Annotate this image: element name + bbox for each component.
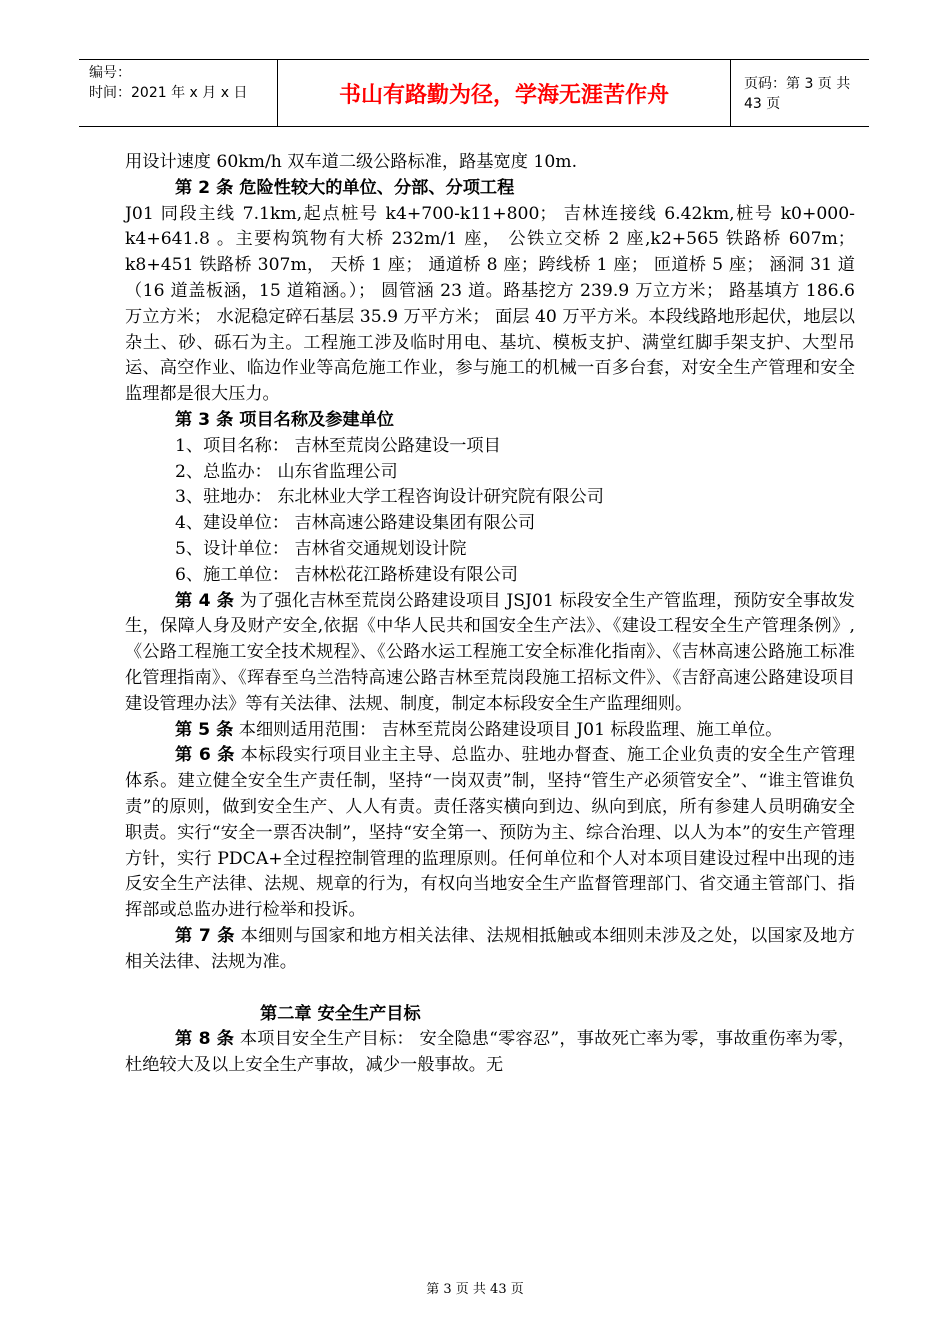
article-4-label: 第 4 条 [175, 590, 235, 611]
article-5-text: 本细则适用范围： 吉林至荒岗公路建设项目 J01 标段监理、施工单位。 [233, 719, 783, 740]
article-4-text: 为了强化吉林至荒岗公路建设项目 JSJ01 标段安全生产管监理，预防安全事故发生，保障人身及财产安全,依据《中华人民共和国安全生产法》、《建设工程安全生产管理条例》,《公路工程施工安全技术规程》、《公路水运工程施工安全标准化指南》、《吉林高速公路施工标准化管理指南》、《珲春至乌兰浩特高速公路吉林至荒岗段施工招标文件》、《吉舒高速公路建设项目建设管理办法》等有关法律、法规、制度，制定本标段安全生产监理细则。 [125, 590, 855, 714]
paragraph-intro: 用设计速度 60km/h 双车道二级公路标准，路基宽度 10m. [125, 152, 578, 172]
article-3-item-4: 4、建设单位： 吉林高速公路建设集团有限公司 [175, 513, 536, 534]
document-date-label: 时间：2021 年 x 月 x 日 [89, 85, 248, 101]
article-7 [125, 924, 855, 976]
article-7-text: 本细则与国家和地方相关法律、法规相抵触或本细则未涉及之处，以国家及地方相关法律、法规为准。 [125, 925, 855, 972]
article-8-label: 第 8 条 [175, 1029, 235, 1050]
article-3-title: 第 3 条 项目名称及参建单位 [175, 409, 394, 430]
article-6 [125, 743, 855, 924]
document-number-label: 编号： [89, 65, 131, 81]
document-body [125, 150, 855, 1079]
chapter-2-title: 第二章 安全生产目标 [260, 1003, 421, 1024]
article-3-item-5: 5、设计单位： 吉林省交通规划设计院 [175, 538, 467, 559]
page-header [79, 59, 869, 127]
article-7-label: 第 7 条 [175, 925, 235, 946]
page-footer: 第 3 页 共 43 页 [426, 1282, 524, 1297]
article-3-item-3: 3、驻地办： 东北林业大学工程咨询设计研究院有限公司 [175, 487, 604, 508]
header-page-label: 页码：第 3 页 共 43 页 [744, 76, 851, 112]
article-8-text: 本项目安全生产目标： 安全隐患“零容忍”，事故死亡率为零，事故重伤率为零，杜绝较大及以上安全生产事故，减少一般事故。无 [125, 1029, 855, 1076]
header-meta [79, 60, 278, 126]
article-4 [125, 589, 855, 718]
article-3-item-2: 2、总监办： 山东省监理公司 [175, 461, 398, 482]
article-5 [125, 718, 855, 744]
article-6-label: 第 6 条 [175, 745, 235, 766]
article-2-title: 第 2 条 危险性较大的单位、分部、分项工程 [175, 177, 515, 198]
article-5-label: 第 5 条 [175, 719, 234, 740]
article-3-item-6: 6、施工单位： 吉林松花江路桥建设有限公司 [175, 564, 518, 585]
header-motto: 书山有路勤为径，学海无涯苦作舟 [278, 60, 731, 126]
article-2-text: J01 同段主线 7.1km,起点桩号 k4+700-k11+800； 吉林连接线 6.42km,桩号 k0+000-k4+641.8 。主要构筑物有大桥 232m/1 座， 公铁立交桥 2 座,k2+565 铁路桥 607m； k8+451 铁路桥 307m， 天桥 1 座； 通道桥 8 座；跨线桥 1 座； 匝道桥 5 座； 涵洞 31 道（16 道盖板涵，15 道箱涵。）； 圆管涵 23 道。路基挖方 239.9 万立方米； 路基填方 186.6 万立方米； 水泥稳定碎石基层 35.9 万平方米； 面层 40 万平方米。本段线路地形起伏，地层以杂土、砂、砾石为主。工程施工涉及临时用电、基坑、模板支护、满堂红脚手架支护、大型吊运、高空作业、临边作业等高危施工作业，参与施工的机械一百多台套，对安全生产管理和安全监理都是很大压力。 [125, 203, 855, 405]
article-3-item-1: 1、项目名称： 吉林至荒岗公路建设一项目 [175, 435, 501, 456]
article-6-text: 本标段实行项目业主主导、总监办、驻地办督查、施工企业负责的安全生产管理体系。建立健全安全生产责任制，坚持“一岗双责”制，坚持“管生产必须管安全”、“谁主管谁负责”的原则，做到安全生产、人人有责。责任落实横向到边、纵向到底，所有参建人员明确安全职责。实行“安全一票否决制”，坚持“安全第一、预防为主、综合治理、以人为本”的安生产管理方针，实行 PDCA+全过程控制管理的监理原则。任何单位和个人对本项目建设过程中出现的违反安全生产法律、法规、规章的行为，有权向当地安全生产监督管理部门、省交通主管部门、指挥部或总监办进行检举和投诉。 [125, 745, 855, 921]
article-8 [125, 1027, 855, 1079]
